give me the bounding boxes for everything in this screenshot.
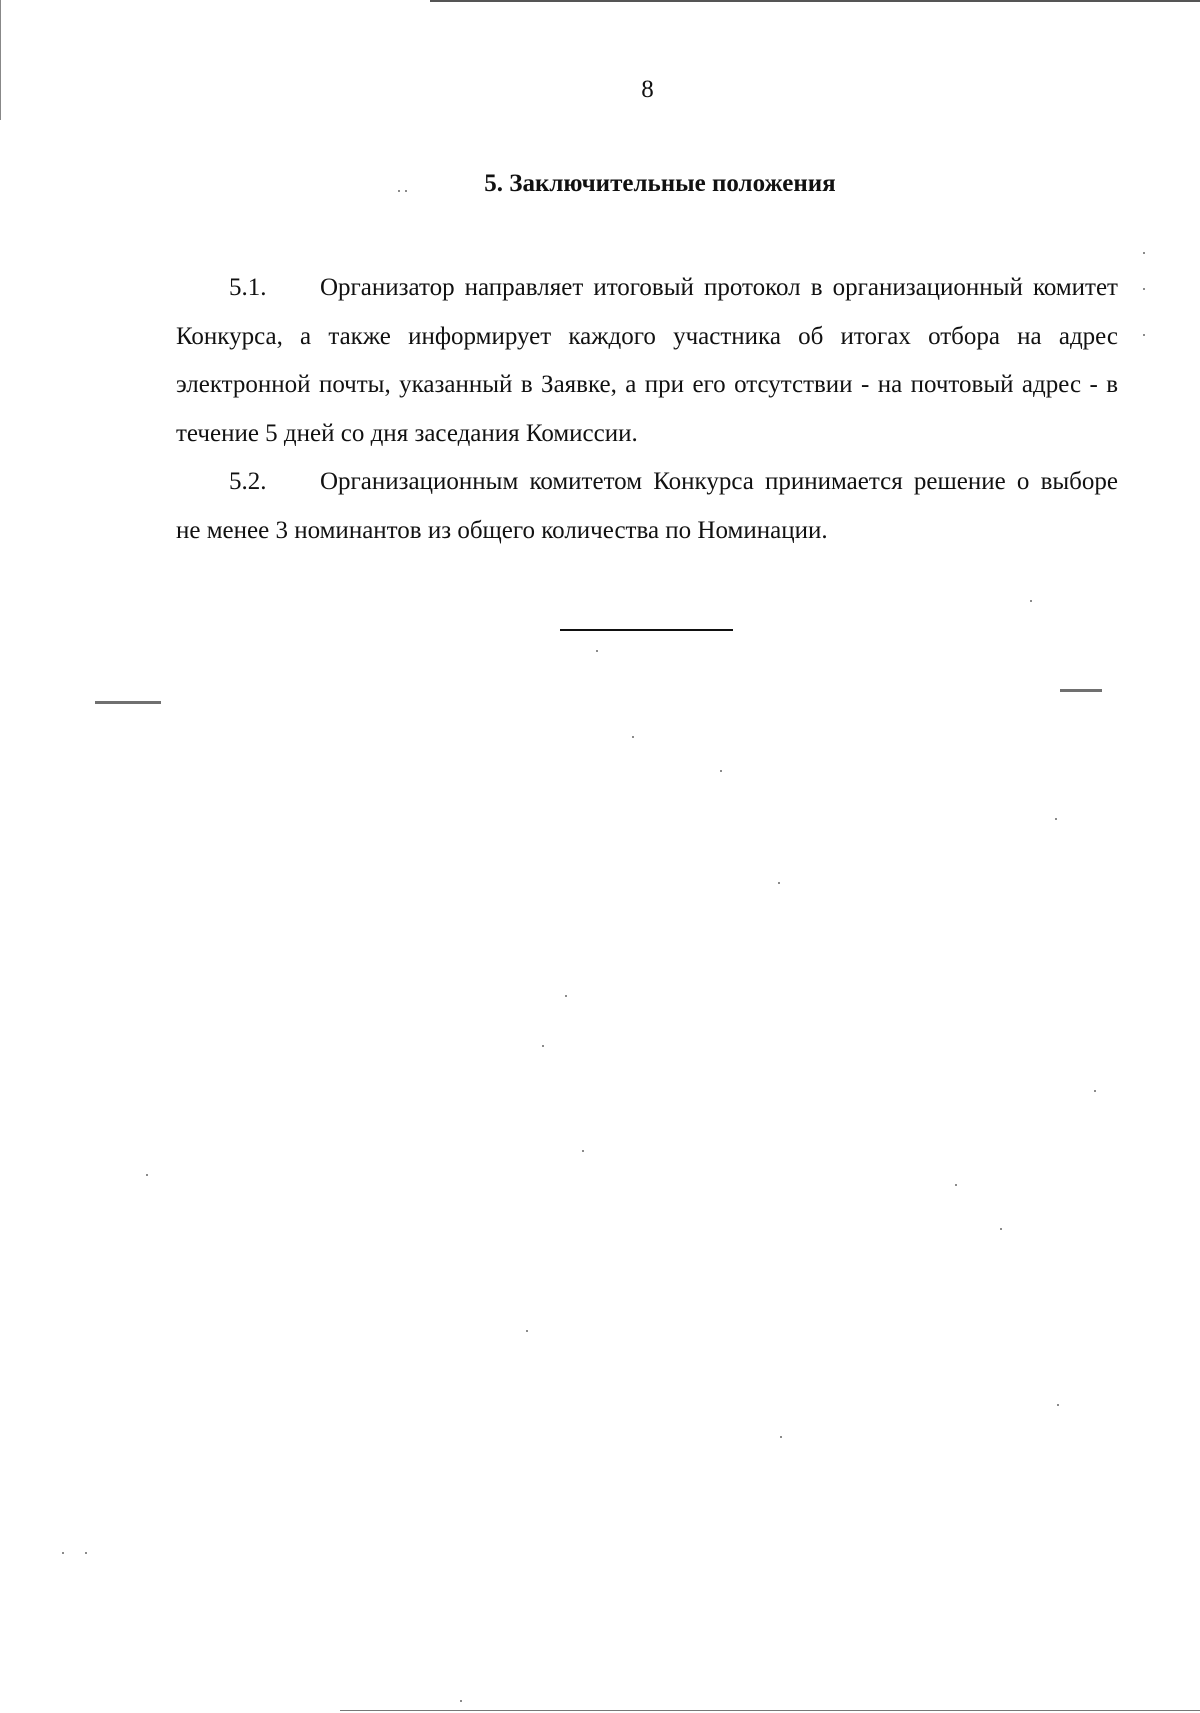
page-number: 8 xyxy=(641,76,654,103)
scan-speck xyxy=(565,995,567,997)
scan-speck xyxy=(1000,1228,1002,1230)
scan-speck xyxy=(955,1184,957,1186)
scan-speck xyxy=(85,1552,87,1554)
section-heading: 5. Заключительные положения xyxy=(484,170,836,197)
scan-speck xyxy=(780,1436,782,1438)
paragraph-text: Организатор направляет итоговый протокол в организационный комитет Конкурса, а также информирует каждого участника об итогах отбора на адрес электронной почты, указанный в Заявке, а при его отсутствии - на почтовый адрес - в течение 5 дней со дня заседания Комиссии. xyxy=(176,274,1118,447)
scan-smudge xyxy=(95,701,161,704)
end-separator-line xyxy=(560,629,733,631)
paragraph xyxy=(176,458,1118,555)
scan-speck xyxy=(1057,1404,1059,1406)
scan-speck xyxy=(62,1552,64,1554)
document-body xyxy=(176,264,1118,555)
paragraph-number: 5.2. xyxy=(229,468,267,495)
scan-edge-top xyxy=(430,0,1200,2)
scan-speck xyxy=(460,1700,462,1702)
scan-speck xyxy=(596,650,598,652)
paragraph-text: Организационным комитетом Конкурса принимается решение о выборе не менее 3 номинантов из общего количества по Номинации. xyxy=(176,468,1118,544)
paragraph-number: 5.1. xyxy=(229,274,267,301)
scan-speck xyxy=(146,1174,148,1176)
scan-speck xyxy=(778,882,780,884)
paragraph xyxy=(176,264,1118,458)
scan-speck xyxy=(1143,252,1145,254)
scan-speck xyxy=(1143,334,1145,336)
scan-speck xyxy=(1055,818,1057,820)
scan-speck xyxy=(1030,600,1032,602)
scan-speck xyxy=(720,770,722,772)
scan-speck xyxy=(398,190,400,192)
scan-speck xyxy=(582,1150,584,1152)
scan-speck xyxy=(1094,1090,1096,1092)
scan-speck xyxy=(1143,288,1145,290)
scan-speck xyxy=(542,1045,544,1047)
scan-speck xyxy=(405,190,407,192)
scan-speck xyxy=(632,736,634,738)
scan-smudge xyxy=(1060,689,1102,692)
scan-speck xyxy=(526,1330,528,1332)
scan-edge-bottom xyxy=(340,1710,1200,1711)
